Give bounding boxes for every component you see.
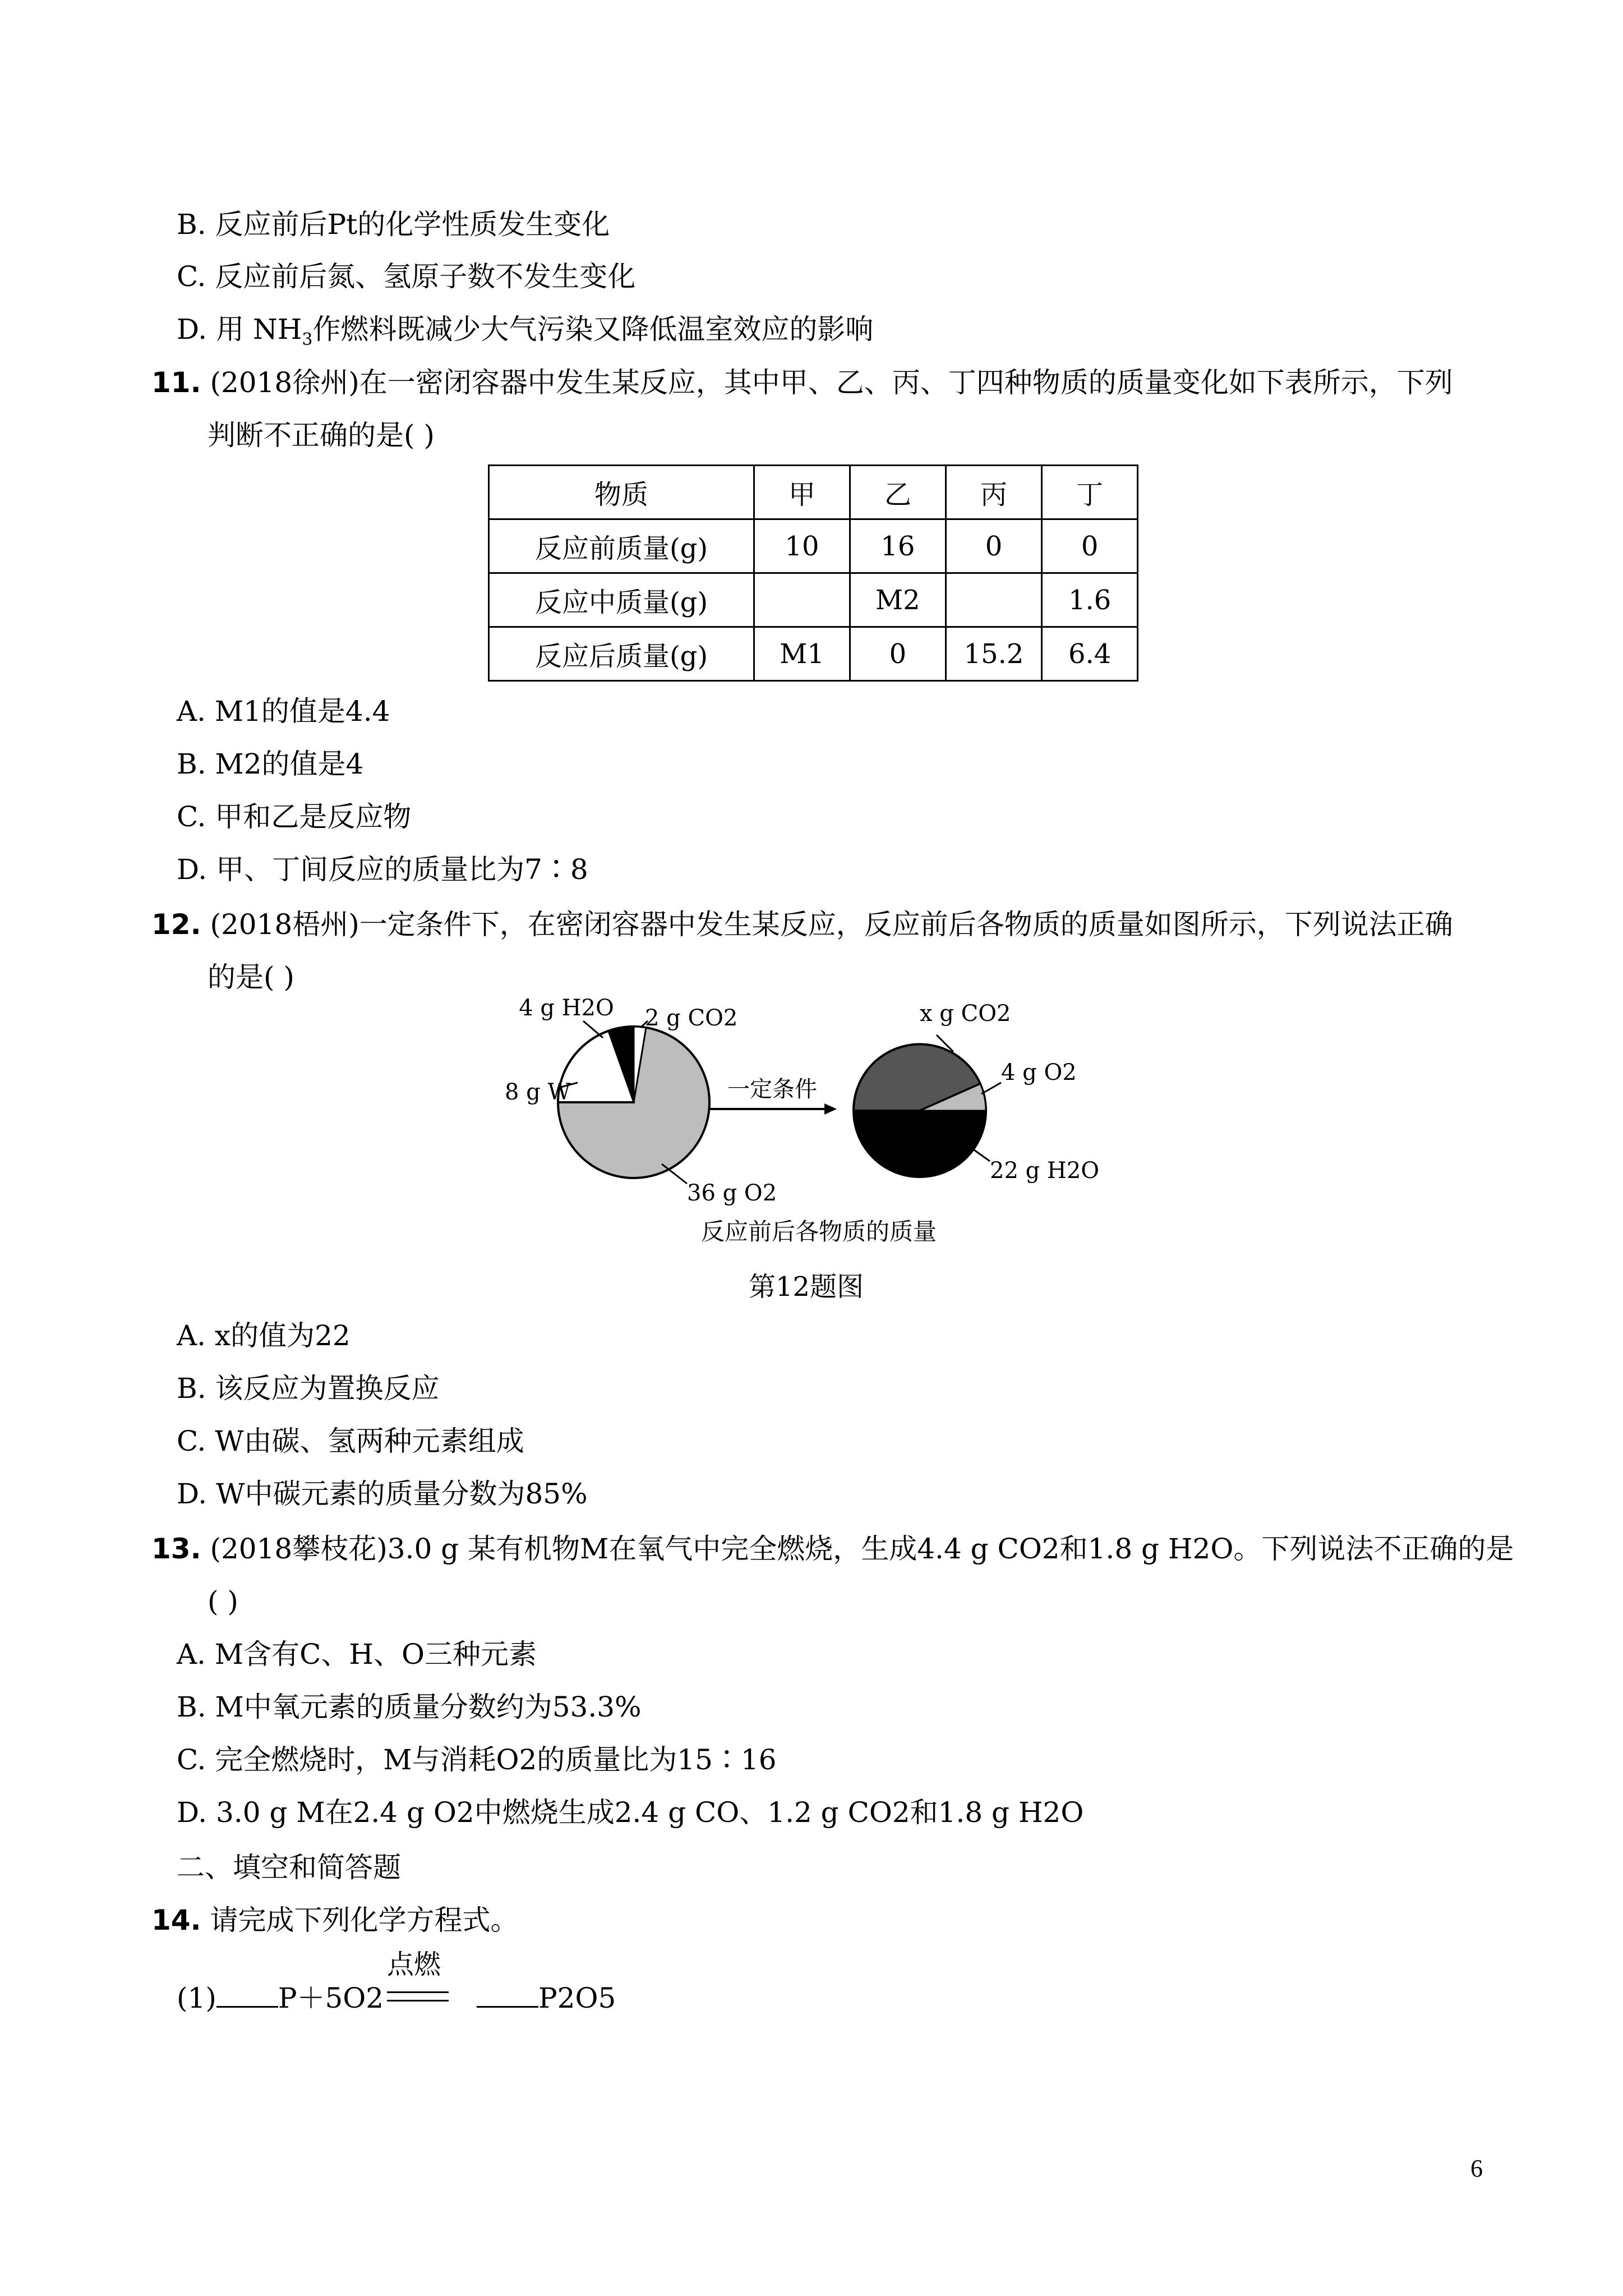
q13-option-c: C. 完全燃烧时，M与消耗O2的质量比为15∶16 bbox=[177, 1743, 777, 1776]
table-cell: 1.6 bbox=[1042, 573, 1138, 627]
q11-mass-table bbox=[488, 464, 1138, 682]
arrow-condition: 一定条件 bbox=[727, 1076, 817, 1102]
table-cell: 0 bbox=[1042, 519, 1138, 573]
figure-caption: 第12题图 bbox=[749, 1271, 864, 1303]
label-co2-after: x g CO2 bbox=[920, 1001, 1011, 1027]
q12-option-d: D. W中碳元素的质量分数为85% bbox=[177, 1478, 588, 1510]
table-cell: 0 bbox=[946, 519, 1041, 573]
table-cell: 乙 bbox=[850, 466, 946, 519]
label-w: 8 g W bbox=[505, 1079, 571, 1105]
q12-option-c: C. W由碳、氢两种元素组成 bbox=[177, 1425, 524, 1457]
answer-blank[interactable] bbox=[477, 1984, 538, 2008]
table-cell: 15.2 bbox=[946, 627, 1041, 681]
reaction-condition: 点燃 bbox=[387, 1949, 441, 1980]
table-cell bbox=[946, 573, 1041, 627]
table-cell: 反应前质量(g) bbox=[489, 519, 754, 573]
table-cell bbox=[754, 573, 850, 627]
label-o2-after: 4 g O2 bbox=[1001, 1060, 1077, 1085]
table-row bbox=[489, 519, 1138, 573]
q13-number: 13. bbox=[151, 1533, 201, 1565]
q12-option-a: A. x的值为22 bbox=[177, 1319, 351, 1352]
table-cell: 物质 bbox=[489, 466, 754, 519]
label-co2-before: 2 g CO2 bbox=[645, 1005, 738, 1031]
answer-blank[interactable] bbox=[216, 1984, 278, 2008]
equals-sign bbox=[387, 1991, 449, 2001]
table-cell: 丙 bbox=[946, 466, 1041, 519]
table-cell: M1 bbox=[754, 627, 850, 681]
table-row bbox=[489, 627, 1138, 681]
q11-option-b: B. M2的值是4 bbox=[177, 748, 364, 780]
q14-equation-1-product: P2O5 bbox=[477, 1980, 616, 2016]
q13-stem-line2: ( ) bbox=[208, 1585, 238, 1618]
q11-stem-line2: 判断不正确的是( ) bbox=[208, 419, 435, 452]
q10-option-d: D. 用 $NH_3$作燃料既减少大气污染又降低温室效应的影响 bbox=[177, 313, 874, 349]
table-cell: 16 bbox=[850, 519, 946, 573]
table-cell: 反应中质量(g) bbox=[489, 573, 754, 627]
label-h2o-after: 22 g H2O bbox=[990, 1158, 1100, 1184]
q10-option-c: C. 反应前后氮、氢原子数不发生变化 bbox=[177, 260, 636, 293]
q12-stem-line2: 的是( ) bbox=[208, 961, 294, 993]
table-row bbox=[489, 573, 1138, 627]
q11-number: 11. bbox=[151, 366, 201, 399]
label-o2-before: 36 g O2 bbox=[687, 1180, 777, 1206]
table-row bbox=[489, 466, 1138, 519]
arrow-head-icon bbox=[824, 1103, 837, 1115]
table-cell: 10 bbox=[754, 519, 850, 573]
q10-option-b: B. 反应前后Pt的化学性质发生变化 bbox=[177, 208, 610, 241]
section-heading: 二、填空和简答题 bbox=[177, 1851, 401, 1884]
q14-stem: 14. 请完成下列化学方程式。 bbox=[151, 1904, 519, 1936]
table-cell: 甲 bbox=[754, 466, 850, 519]
q11-stem-line1: 11. (2018徐州)在一密闭容器中发生某反应，其中甲、乙、丙、丁四种物质的质量变化如下表所示，下列 bbox=[151, 366, 1453, 399]
q14-equation-1: (1) P＋5O2 bbox=[177, 1982, 384, 2014]
q13-option-d: D. 3.0 g M在2.4 g O2中燃烧生成2.4 g CO、1.2 g CO2和1.8 g H2O bbox=[177, 1796, 1084, 1829]
q12-option-b: B. 该反应为置换反应 bbox=[177, 1372, 440, 1405]
page-number: 6 bbox=[1470, 2155, 1483, 2182]
q12-pie-figure bbox=[494, 999, 1144, 1257]
q12-stem-line1: 12. (2018梧州)一定条件下，在密闭容器中发生某反应，反应前后各物质的质量如图所示，下列说法正确 bbox=[151, 908, 1453, 941]
table-cell: 6.4 bbox=[1042, 627, 1138, 681]
table-cell: 反应后质量(g) bbox=[489, 627, 754, 681]
figure-inner-caption: 反应前后各物质的质量 bbox=[700, 1218, 937, 1245]
q12-number: 12. bbox=[151, 908, 201, 941]
q11-option-d: D. 甲、丁间反应的质量比为7∶8 bbox=[177, 853, 588, 886]
q13-stem-line1: 13. (2018攀枝花)3.0 g 某有机物M在氧气中完全燃烧，生成4.4 g CO2和1.8 g H2O。下列说法不正确的是 bbox=[151, 1533, 1514, 1565]
table-cell: M2 bbox=[850, 573, 946, 627]
q13-option-b: B. M中氧元素的质量分数约为53.3% bbox=[177, 1691, 642, 1723]
q11-option-a: A. M1的值是4.4 bbox=[177, 695, 390, 728]
table-cell: 0 bbox=[850, 627, 946, 681]
q14-number: 14. bbox=[151, 1904, 201, 1936]
label-h2o-before: 4 g H2O bbox=[519, 999, 614, 1021]
q13-option-a: A. M含有C、H、O三种元素 bbox=[177, 1638, 537, 1671]
table-cell: 丁 bbox=[1042, 466, 1138, 519]
q11-option-c: C. 甲和乙是反应物 bbox=[177, 800, 412, 833]
